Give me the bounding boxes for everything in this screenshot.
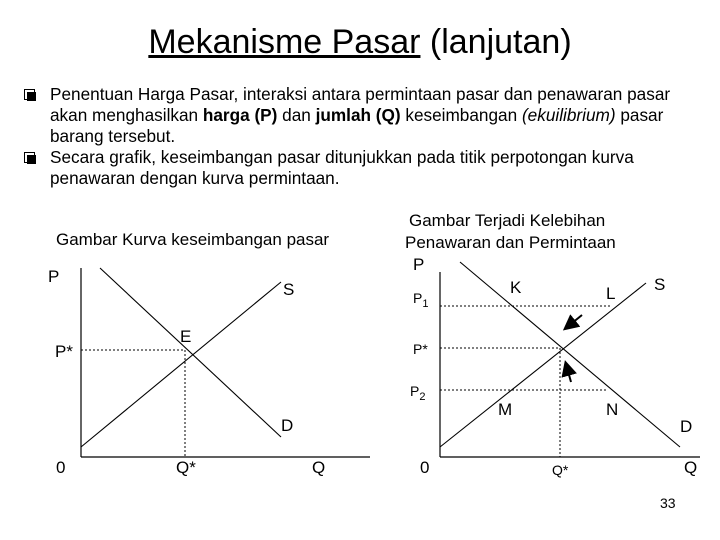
right-chart-caption-line2: Penawaran dan Permintaan <box>405 233 616 252</box>
shortage-arrow-icon <box>566 364 571 382</box>
right-p-star-label: P* <box>413 341 428 357</box>
right-p1-label-main: P <box>413 290 423 306</box>
left-y-label: P <box>48 267 60 286</box>
bullet-1-text-a: Penentuan Harga Pasar, interaksi antara permintaan pasar dan penawaran pasar akan menghasilkan <box>50 84 671 125</box>
right-p2-label-main: P <box>410 383 420 399</box>
right-x-label: Q <box>684 458 698 477</box>
left-supply-curve <box>81 282 281 447</box>
bullet-1-italic: (ekuilibrium) <box>521 105 616 125</box>
right-p1-label <box>413 290 428 310</box>
bullet-1-bold-jumlah: jumlah (Q) <box>315 105 401 125</box>
right-chart-caption-line1: Gambar Terjadi Kelebihan <box>409 211 606 230</box>
left-x-label: Q <box>312 458 326 477</box>
right-origin-label: 0 <box>420 458 430 477</box>
left-demand-curve <box>100 268 281 437</box>
title-main: Mekanisme Pasar <box>148 23 421 61</box>
right-point-m-label: M <box>498 400 513 419</box>
right-point-l-label: L <box>606 284 616 303</box>
right-demand-label: D <box>680 417 693 436</box>
surplus-arrow-icon <box>566 315 582 328</box>
right-y-label: P <box>413 255 425 274</box>
bullet-1-text-b: dan <box>277 105 316 125</box>
left-demand-label: D <box>281 416 294 435</box>
bullet-1-text-d: pasar barang tersebut. <box>50 105 664 146</box>
page-number: 33 <box>660 495 676 511</box>
right-supply-curve <box>440 283 646 447</box>
title-suffix: (lanjutan) <box>420 23 572 61</box>
bullet-2-text: Secara grafik, keseimbangan pasar ditunjukkan pada titik perpotongan kurva penawaran dengan kurva permintaan. <box>50 147 634 188</box>
left-q-star-label: Q* <box>176 458 196 477</box>
right-p2-label <box>410 383 425 403</box>
right-point-k-label: K <box>510 278 522 297</box>
bullet-1-text-c: keseimbangan <box>400 105 522 125</box>
left-chart-caption: Gambar Kurva keseimbangan pasar <box>56 230 330 249</box>
right-q-star-label: Q* <box>552 462 569 478</box>
left-origin-label: 0 <box>56 458 66 477</box>
right-point-n-label: N <box>606 400 619 419</box>
right-p1-label-sub: 1 <box>422 298 429 310</box>
right-p2-label-sub: 2 <box>419 391 426 403</box>
right-demand-curve <box>460 262 680 447</box>
left-equilibrium-label: E <box>180 327 192 346</box>
right-supply-label: S <box>654 275 666 294</box>
left-p-star-label: P* <box>55 342 73 361</box>
bullet-1-bold-harga: harga (P) <box>202 105 278 125</box>
left-supply-label: S <box>283 280 295 299</box>
